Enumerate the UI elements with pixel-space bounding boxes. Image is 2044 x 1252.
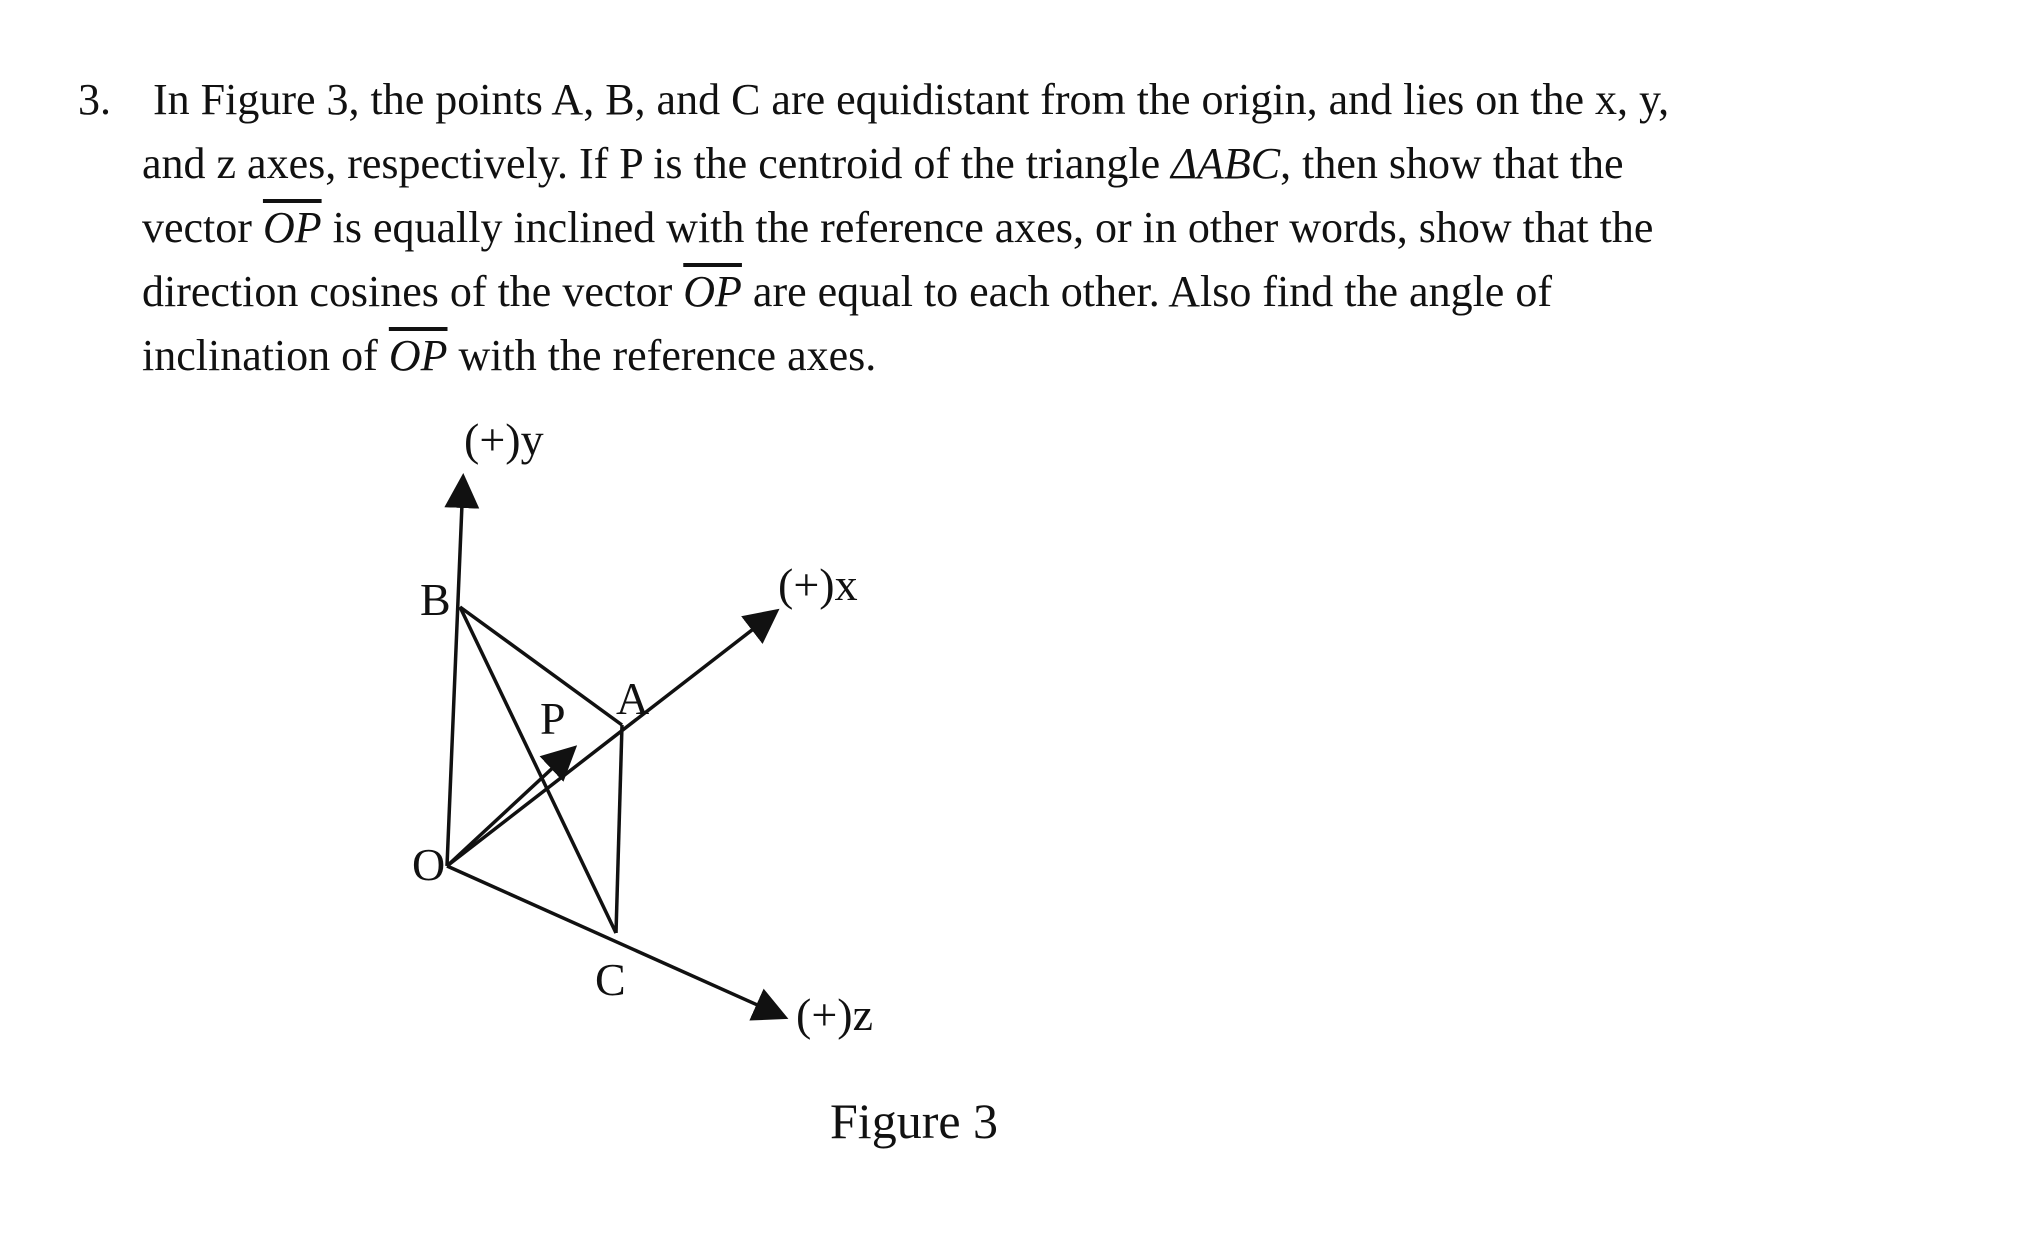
x-axis-label: (+)x <box>778 559 858 610</box>
problem-line-2-end: , then show that the <box>1280 139 1624 188</box>
problem-line-3-start: vector <box>142 203 263 252</box>
edge-ac <box>616 725 622 933</box>
figure-caption: Figure 3 <box>830 1093 999 1149</box>
vector-op-arrow <box>447 750 572 866</box>
y-axis-label: (+)y <box>464 414 544 465</box>
problem-line-5-end: with the reference axes. <box>447 331 877 380</box>
problem-line-4-end: are equal to each other. Also find the angle of <box>741 267 1552 316</box>
problem-line-5-start: inclination of <box>142 331 389 380</box>
point-label-c: C <box>595 954 626 1005</box>
problem-line-4-start: direction cosines of the vector <box>142 267 684 316</box>
problem-number: 3. <box>78 75 111 124</box>
problem-line-1-text: In Figure 3, the points A, B, and C are equidistant from the origin, and lies on the x, y, <box>153 75 1670 124</box>
point-label-b: B <box>420 574 451 625</box>
point-label-a: A <box>616 673 650 724</box>
point-label-o: O <box>412 839 446 890</box>
vector-op-symbol: $\overline{OP}$ <box>683 267 742 316</box>
problem-line-2-start: and z axes, respectively. If P is the centroid of the triangle <box>142 139 1172 188</box>
y-axis-arrow <box>447 480 463 866</box>
z-axis-label: (+)z <box>796 989 873 1040</box>
point-label-p: P <box>540 693 566 744</box>
x-axis-arrow <box>447 613 774 866</box>
triangle-abc-symbol: ΔABC <box>1171 139 1281 188</box>
problem-line-3-end: is equally inclined with the reference axes, or in other words, show that the <box>321 203 1654 252</box>
vector-op-symbol: $\overline{OP}$ <box>388 331 448 380</box>
vector-op-symbol: $\overline{OP}$ <box>262 203 322 252</box>
